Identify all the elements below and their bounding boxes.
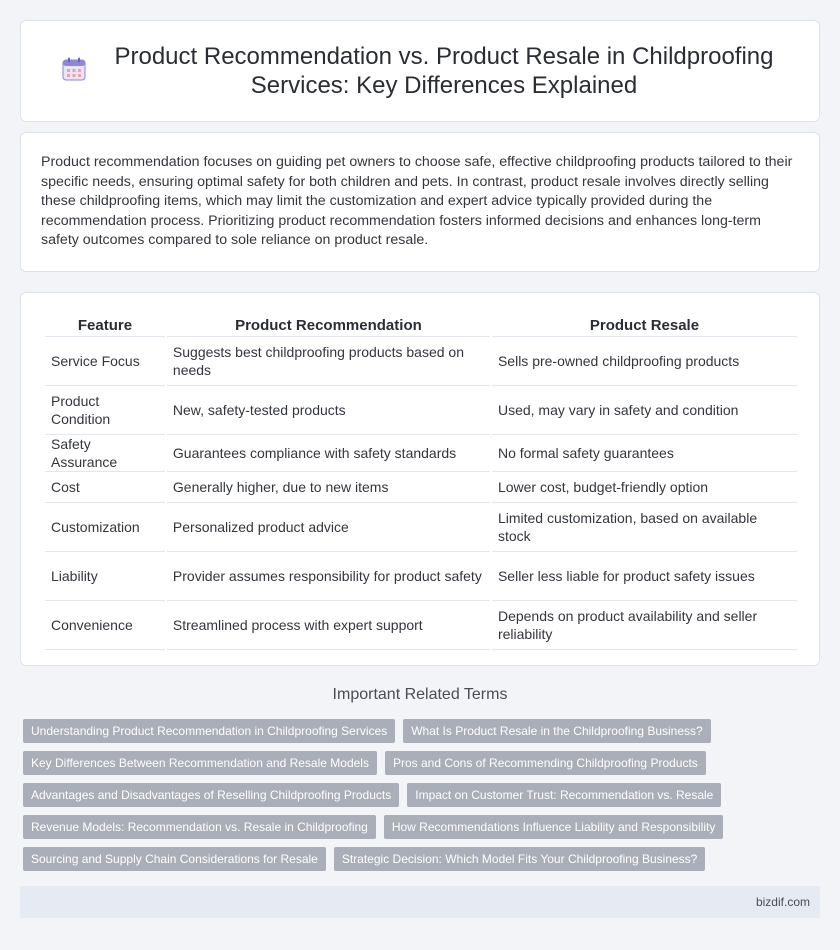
cell-feature: Safety Assurance [45,435,165,472]
comparison-table [43,315,799,650]
cell-recommendation: Provider assumes responsibility for product safety [167,552,490,601]
related-terms-title: Important Related Terms [332,686,508,703]
cell-resale: Limited customization, based on available stock [492,503,797,552]
cell-resale: Used, may vary in safety and condition [492,386,797,435]
cell-recommendation: Suggests best childproofing products based on needs [167,337,490,386]
header-recommendation: Product Recommendation [167,315,490,337]
cell-recommendation: Personalized product advice [167,503,490,552]
table-row [45,472,797,503]
table-row [45,435,797,472]
cell-recommendation: New, safety-tested products [167,386,490,435]
intro-text: Product recommendation focuses on guiding pet owners to choose safe, effective childproofing products tailored to their specific needs, ensuring optimal safety for both children and pets. In contrast, product resale involves directly selling these childproofing items, which may limit the customization and expert advice typically provided during the recommendation process. Prioritizing product recommendation fosters informed decisions and enhances long-term safety outcomes compared to sole reliance on product resale. [41,154,793,249]
table-row [45,601,797,650]
cell-resale: Depends on product availability and seller reliability [492,601,797,650]
table-row [45,337,797,386]
footer-brand[interactable]: bizdif.com [755,895,810,909]
cell-recommendation: Generally higher, due to new items [167,472,490,503]
cell-resale: Sells pre-owned childproofing products [492,337,797,386]
related-term-link[interactable]: Pros and Cons of Recommending Childproofing Products [385,751,706,775]
page-title: Product Recommendation vs. Product Resale in Childproofing Services: Key Differences Explained [114,43,774,99]
cell-feature: Customization [45,503,165,552]
cell-feature: Service Focus [45,337,165,386]
table-header-row [45,315,797,337]
related-term-link[interactable]: Sourcing and Supply Chain Considerations for Resale [23,847,326,871]
cell-recommendation: Streamlined process with expert support [167,601,490,650]
calendar-icon [61,56,87,82]
comparison-card [20,292,820,666]
related-term-link[interactable]: How Recommendations Influence Liability and Responsibility [384,815,724,839]
cell-resale: Seller less liable for product safety issues [492,552,797,601]
cell-resale: Lower cost, budget-friendly option [492,472,797,503]
cell-feature: Product Condition [45,386,165,435]
cell-feature: Liability [45,552,165,601]
cell-resale: No formal safety guarantees [492,435,797,472]
intro-card [20,132,820,272]
cell-recommendation: Guarantees compliance with safety standards [167,435,490,472]
header-feature: Feature [45,315,165,337]
related-term-link[interactable]: Advantages and Disadvantages of Reselling Childproofing Products [23,783,399,807]
table-row [45,552,797,601]
related-terms-list [23,719,823,871]
header-card [20,20,820,122]
header-resale: Product Resale [492,315,797,337]
related-term-link[interactable]: Understanding Product Recommendation in Childproofing Services [23,719,395,743]
table-row [45,386,797,435]
cell-feature: Convenience [45,601,165,650]
related-term-link[interactable]: Key Differences Between Recommendation and Resale Models [23,751,377,775]
related-term-link[interactable]: Impact on Customer Trust: Recommendation vs. Resale [407,783,721,807]
footer [20,886,820,918]
related-term-link[interactable]: Strategic Decision: Which Model Fits Your Childproofing Business? [334,847,706,871]
related-term-link[interactable]: Revenue Models: Recommendation vs. Resale in Childproofing [23,815,376,839]
cell-feature: Cost [45,472,165,503]
related-term-link[interactable]: What Is Product Resale in the Childproofing Business? [403,719,711,743]
table-row [45,503,797,552]
